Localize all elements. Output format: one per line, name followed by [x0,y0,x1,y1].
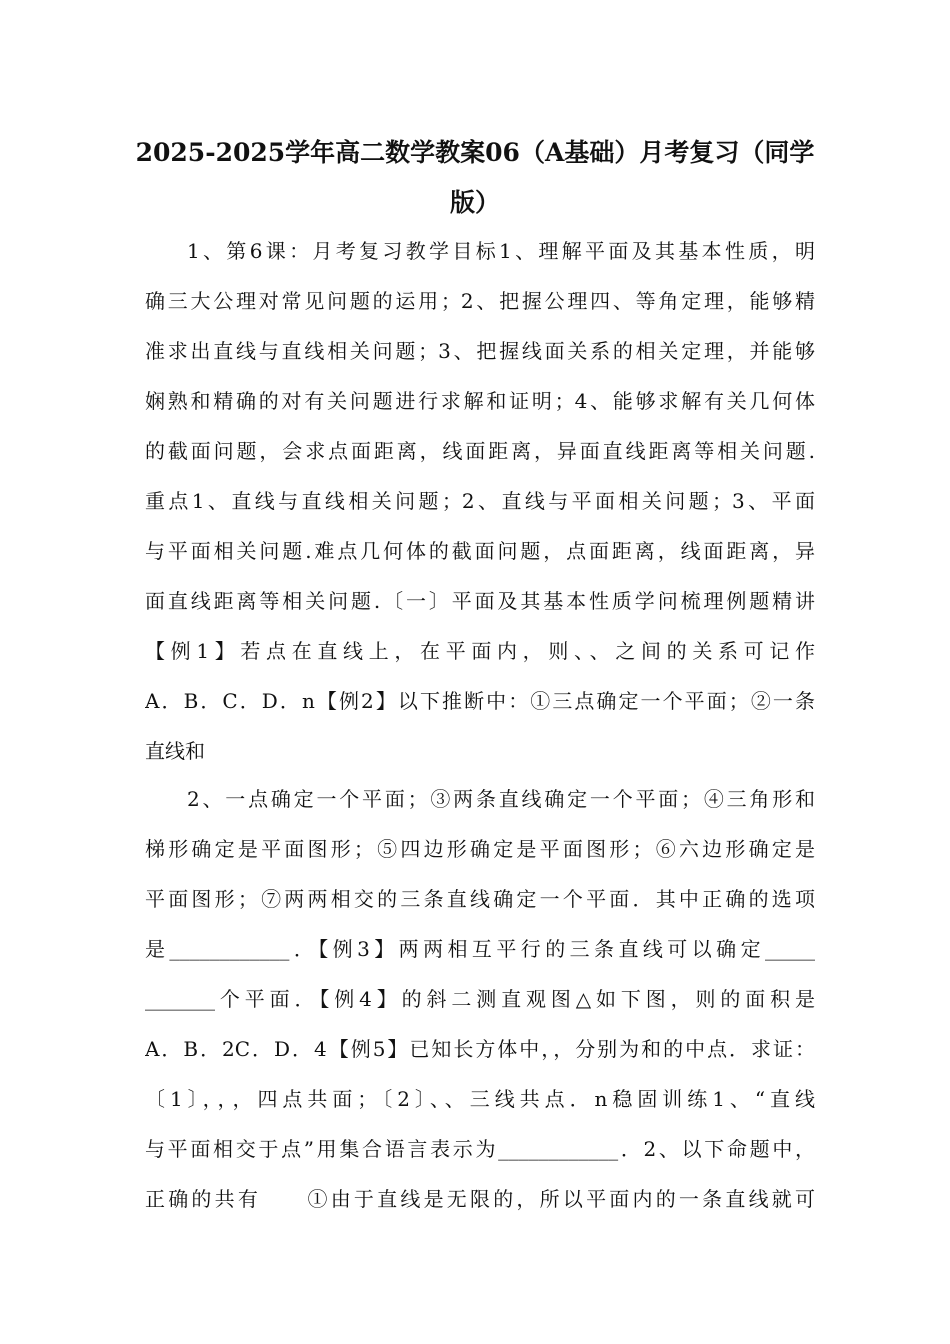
text-line: 与平面相交于点”用集合语言表示为____________．2、以下命题中， [145,1137,815,1161]
text-line: 与平面相关问题.难点几何体的截面问题，点面距离，线面距离，异 [145,539,815,563]
document-title [130,128,820,228]
text-line: 是____________．【例3】两两相互平行的三条直线可以确定_____ [145,937,815,961]
text-line: 〔1〕，，，四点共面；〔2〕、、三线共点．n稳固训练1、“直线 [145,1087,815,1111]
text-line: 梯形确定是平面图形；⑤四边形确定是平面图形；⑥六边形确定是 [145,837,815,861]
text-line: A．B．C．D．n【例2】以下推断中：①三点确定一个平面；②一条 [145,689,815,713]
text-line: 直线和 [145,739,205,763]
text-line: 面直线距离等相关问题.〔一〕平面及其基本性质学问梳理例题精讲 [145,589,815,613]
paragraph-1 [145,226,815,776]
text-line: 1、第6课：月考复习教学目标1、理解平面及其基本性质，明 [187,239,815,263]
text-line: 准求出直线与直线相关问题；3、把握线面关系的相关定理，并能够 [145,339,815,363]
text-line: 平面图形；⑦两两相交的三条直线确定一个平面．其中正确的选项 [145,887,815,911]
text-line: 【例1】若点在直线上，在平面内，则、、之间的关系可记作 [145,639,815,663]
text-line: 2、一点确定一个平面；③两条直线确定一个平面；④三角形和 [187,787,815,811]
text-line: 重点1、直线与直线相关问题；2、直线与平面相关问题；3、平面 [145,489,815,513]
title-line-2: 版） [449,188,500,217]
text-line: 的截面问题，会求点面距离，线面距离，异面直线距离等相关问题. [145,439,815,463]
text-line: 正确的共有 ①由于直线是无限的，所以平面内的一条直线就可 [145,1187,815,1211]
text-line: A．B．2C．D．4【例5】已知长方体中，，分别为和的中点．求证： [145,1037,815,1061]
title-line-1: 2025-2025学年高二数学教案06（A基础）月考复习（同学 [135,138,815,167]
text-line: 确三大公理对常见问题的运用；2、把握公理四、等角定理，能够精 [145,289,815,313]
text-line: 娴熟和精确的对有关问题进行求解和证明；4、能够求解有关几何体 [145,389,815,413]
paragraph-2 [145,774,815,1224]
text-line: _______个平面．【例4】的斜二测直观图△如下图，则的面积是 [145,987,815,1011]
